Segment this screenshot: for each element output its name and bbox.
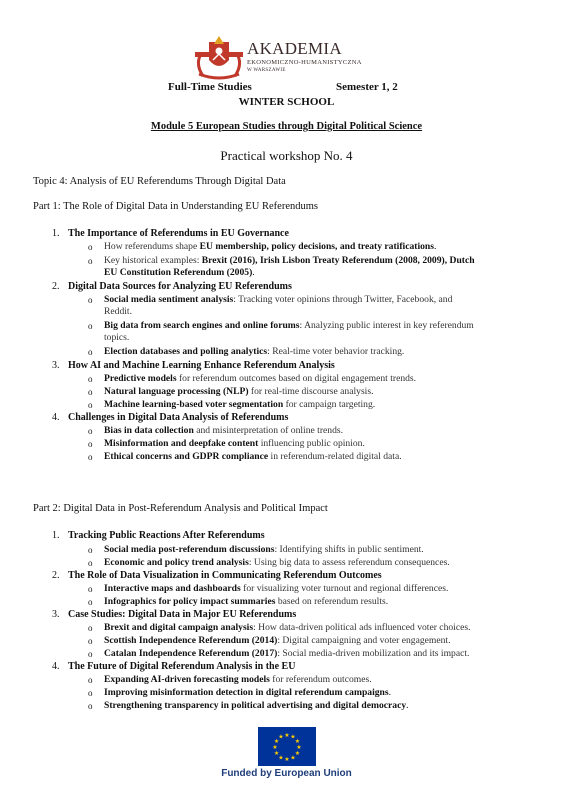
bullet-text: Social media post-referendum discussions: Identifying shifts in public sentiment.: [104, 544, 424, 555]
svg-text:★: ★: [273, 750, 280, 757]
bullet-text: Key historical examples: Brexit (2016), Irish Lisbon Treaty Referendum (2008, 2009), Dutch: [104, 255, 475, 266]
section-number: 3.: [52, 360, 60, 371]
study-mode: Full-Time Studies: [168, 81, 252, 93]
bullet-icon: o: [88, 623, 93, 633]
section-heading: The Role of Data Visualization in Communicating Referendum Outcomes: [68, 570, 382, 581]
bullet-text-cont: Reddit.: [104, 306, 132, 317]
bullet-icon: o: [88, 649, 93, 659]
bullet-icon: o: [88, 374, 93, 384]
bullet-text-cont: EU Constitution Referendum (2005).: [104, 267, 255, 278]
bullet-text: Catalan Independence Referendum (2017): Social media-driven mobilization and its impact.: [104, 648, 470, 659]
funding-statement: Funded by European Union: [221, 768, 352, 779]
bullet-icon: o: [88, 584, 93, 594]
bullet-icon: o: [88, 256, 93, 266]
bullet-icon: o: [88, 545, 93, 555]
section-number: 1.: [52, 530, 60, 541]
bullet-text: Improving misinformation detection in digital referendum campaigns.: [104, 687, 392, 698]
bullet-text: Predictive models for referendum outcomes based on digital engagement trends.: [104, 373, 417, 384]
module-title: Module 5 European Studies through Digital Political Science: [150, 121, 423, 132]
bullet-text: Machine learning-based voter segmentation for campaign targeting.: [104, 399, 376, 410]
logo-subtitle: EKONOMICZNO-HUMANISTYCZNA: [247, 59, 362, 66]
bullet-text: Scottish Independence Referendum (2014): Digital campaigning and voter engagement.: [104, 635, 451, 646]
bullet-text: Social media sentiment analysis: Tracking voter opinions through Twitter, Facebook, and: [104, 294, 453, 305]
logo-name: AKADEMIA: [247, 39, 342, 58]
part2-title: Part 2: Digital Data in Post-Referendum Analysis and Political Impact: [33, 503, 328, 514]
svg-text:★: ★: [273, 738, 280, 745]
bullet-text: Strengthening transparency in political advertising and digital democracy.: [104, 700, 409, 711]
bullet-text: Big data from search engines and online forums: Analyzing public interest in key referendum: [104, 320, 474, 331]
semester: Semester 1, 2: [336, 81, 398, 93]
svg-text:★: ★: [284, 732, 290, 739]
workshop-title: Practical workshop No. 4: [220, 148, 353, 163]
bullet-text: Bias in data collection and misinterpretation of online trends.: [104, 425, 344, 436]
svg-text:★: ★: [278, 754, 284, 762]
bullet-text-cont: topics.: [104, 332, 130, 343]
section-heading: How AI and Machine Learning Enhance Referendum Analysis: [68, 360, 335, 371]
section-heading: The Future of Digital Referendum Analysis in the EU: [68, 661, 296, 672]
svg-text:★: ★: [290, 754, 296, 762]
svg-text:★: ★: [296, 744, 302, 751]
bullet-icon: o: [88, 675, 93, 685]
svg-text:★: ★: [294, 750, 301, 757]
bullet-text: Infographics for policy impact summaries based on referendum results.: [104, 596, 389, 607]
topic-heading: Topic 4: Analysis of EU Referendums Through Digital Data: [33, 176, 286, 187]
section-number: 4.: [52, 412, 60, 423]
winter-school: WINTER SCHOOL: [238, 96, 335, 108]
section-heading: Digital Data Sources for Analyzing EU Referendums: [68, 281, 292, 292]
logo-subtitle-city: W WARSZAWIE: [247, 68, 286, 73]
bullet-icon: o: [88, 387, 93, 397]
section-heading: Tracking Public Reactions After Referendums: [68, 530, 265, 541]
bullet-icon: o: [88, 452, 93, 462]
bullet-icon: o: [88, 426, 93, 436]
crest-icon: [195, 34, 243, 80]
section-number: 1.: [52, 228, 60, 239]
section-number: 2.: [52, 281, 60, 292]
bullet-text: Misinformation and deepfake content influencing public opinion.: [104, 438, 365, 449]
university-logo: [195, 34, 425, 84]
bullet-text: Natural language processing (NLP) for real-time discourse analysis.: [104, 386, 374, 397]
bullet-icon: o: [88, 558, 93, 568]
section-number: 4.: [52, 661, 60, 672]
bullet-text: How referendums shape EU membership, policy decisions, and treaty ratifications.: [104, 241, 437, 252]
svg-text:★: ★: [284, 756, 290, 763]
section-heading: The Importance of Referendums in EU Governance: [68, 228, 289, 239]
bullet-text: Interactive maps and dashboards for visualizing voter turnout and regional differences.: [104, 583, 449, 594]
svg-text:★: ★: [290, 733, 296, 741]
svg-text:★: ★: [278, 733, 284, 741]
bullet-icon: o: [88, 347, 93, 357]
bullet-icon: o: [88, 400, 93, 410]
bullet-text: Ethical concerns and GDPR compliance in referendum-related digital data.: [104, 451, 402, 462]
part1-title: Part 1: The Role of Digital Data in Understanding EU Referendums: [33, 201, 318, 212]
bullet-text: Election databases and polling analytics: Real-time voter behavior tracking.: [104, 346, 405, 357]
svg-text:★: ★: [272, 744, 278, 751]
bullet-icon: o: [88, 439, 93, 449]
bullet-icon: o: [88, 295, 93, 305]
eu-flag-icon: [258, 727, 316, 766]
section-heading: Challenges in Digital Data Analysis of Referendums: [68, 412, 289, 423]
section-number: 2.: [52, 570, 60, 581]
bullet-icon: o: [88, 597, 93, 607]
bullet-text: Economic and policy trend analysis: Using big data to assess referendum consequences.: [104, 557, 450, 568]
bullet-icon: o: [88, 688, 93, 698]
bullet-icon: o: [88, 701, 93, 711]
bullet-icon: o: [88, 242, 93, 252]
bullet-text: Brexit and digital campaign analysis: How data-driven political ads influenced voter choices.: [104, 622, 471, 633]
bullet-icon: o: [88, 636, 93, 646]
bullet-text: Expanding AI-driven forecasting models for referendum outcomes.: [104, 674, 372, 685]
svg-text:★: ★: [294, 738, 301, 745]
section-heading: Case Studies: Digital Data in Major EU Referendums: [68, 609, 297, 620]
bullet-icon: o: [88, 321, 93, 331]
section-number: 3.: [52, 609, 60, 620]
